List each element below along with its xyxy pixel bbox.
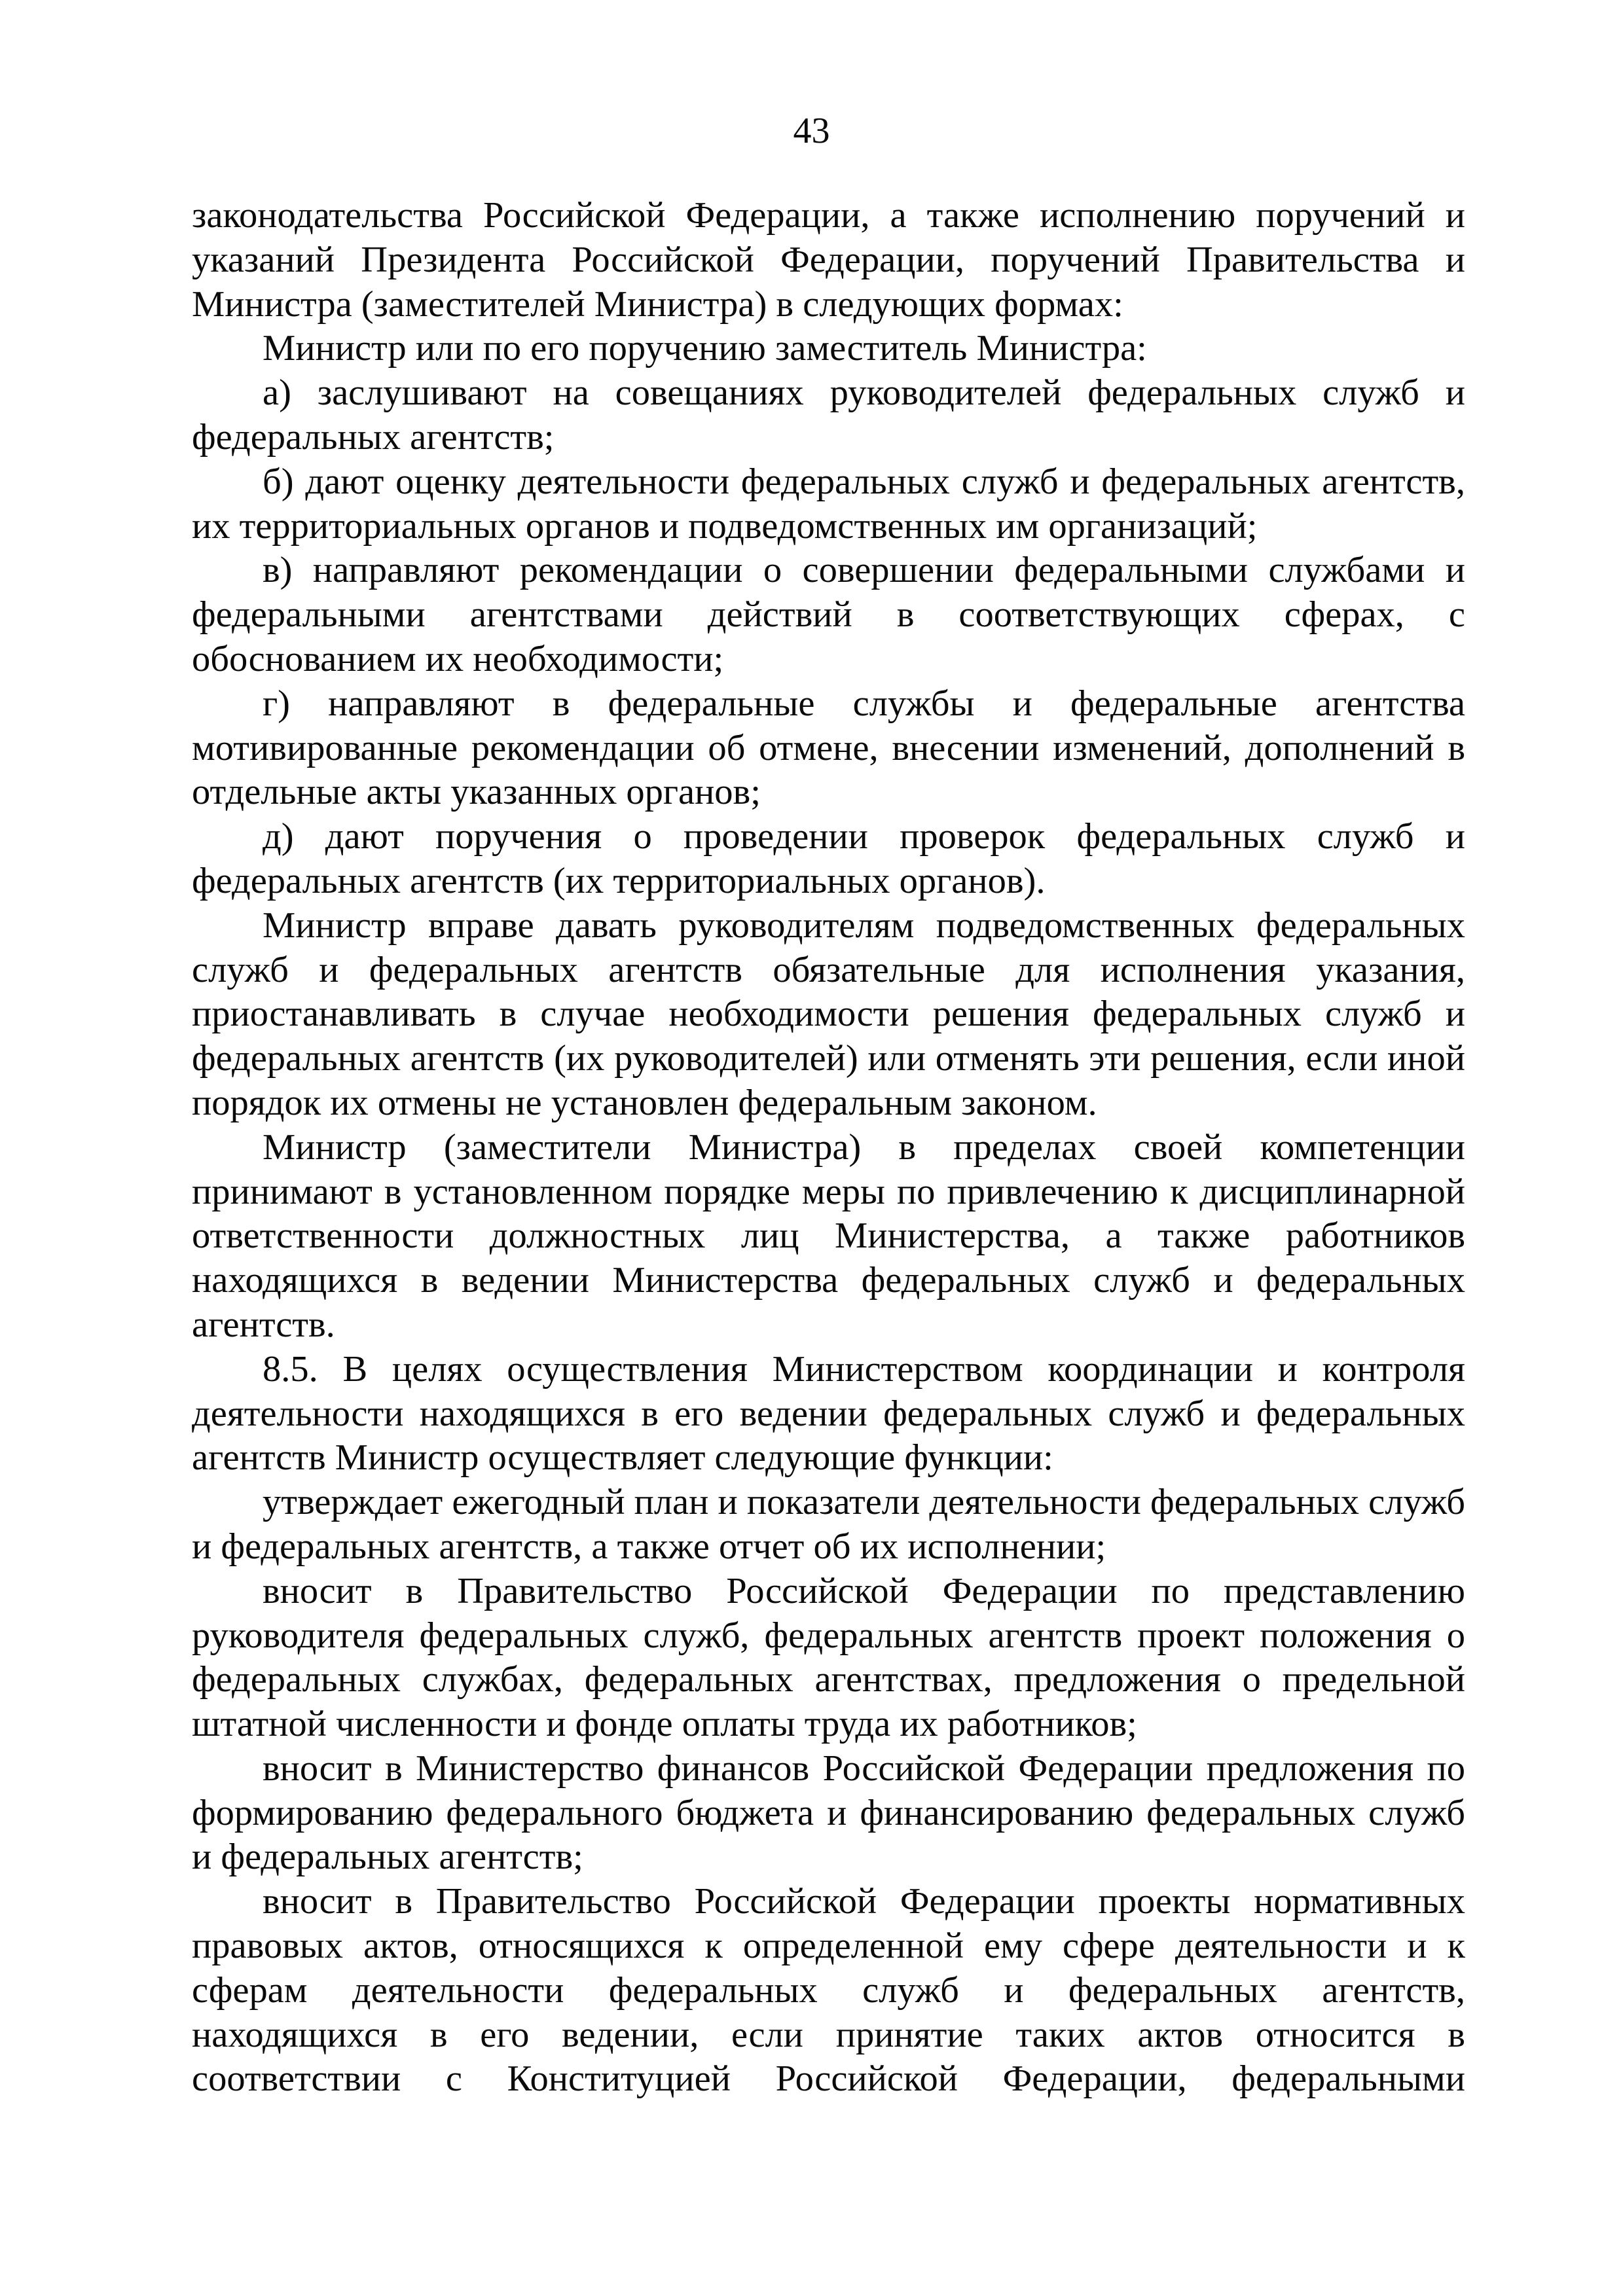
list-item-g: г) направляют в федеральные службы и федеральные агентства мотивированные рекомендации об отмене, внесении изменений, дополнений в отдельные акты указанных органов; <box>192 683 1465 813</box>
paragraph-continuation: законодательства Российской Федерации, а также исполнению поручений и указаний Президента Российской Федерации, поручений Правительства и Министра (заместителей Министра) в следующих формах: <box>192 195 1465 325</box>
function-legal-acts: вносит в Правительство Российской Федерации проекты нормативных правовых актов, относящихся к определенной ему сфере деятельности и к сферам деятельности федеральных служб и федеральных агентств, находящихся в его ведении, если принятие таких актов относится в соответствии с Конституцией Российской Федерации, федеральными <box>192 1881 1465 2100</box>
function-annual-plan: утверждает ежегодный план и показатели деятельности федеральных служб и федеральных агентств, а также отчет об их исполнении; <box>192 1482 1465 1567</box>
document-body <box>192 194 1465 2102</box>
page-number: 43 <box>793 111 830 151</box>
function-budget: вносит в Министерство финансов Российской Федерации предложения по формированию федерального бюджета и финансированию федеральных служб и федеральных агентств; <box>192 1748 1465 1878</box>
list-item-b: б) дают оценку деятельности федеральных служб и федеральных агентств, их территориальных органов и подведомственных им организаций; <box>192 461 1465 547</box>
list-item-d: д) дают поручения о проведении проверок федеральных служб и федеральных агентств (их территориальных органов). <box>192 816 1465 901</box>
section-8-5: 8.5. В целях осуществления Министерством координации и контроля деятельности находящихся в его ведении федеральных служб и федеральных агентств Министр осуществляет следующие функции: <box>192 1348 1465 1479</box>
list-item-v: в) направляют рекомендации о совершении федеральными службами и федеральными агентствами действий в соответствующих сферах, с обоснованием их необходимости; <box>192 550 1465 679</box>
function-regulations: вносит в Правительство Российской Федерации по представлению руководителя федеральных служб, федеральных агентств проект положения о федеральных службах, федеральных агентствах, предложения о предельной штатной численности и фонде оплаты труда их работников; <box>192 1570 1465 1745</box>
paragraph-disciplinary: Министр (заместители Министра) в пределах своей компетенции принимают в установленном порядке меры по привлечению к дисциплинарной ответственности должностных лиц Министерства, а также работников находящихся в ведении Министерства федеральных служб и федеральных агентств. <box>192 1126 1465 1345</box>
list-item-a: а) заслушивают на совещаниях руководителей федеральных служб и федеральных агентств; <box>192 372 1465 457</box>
paragraph-minister-rights: Министр вправе давать руководителям подведомственных федеральных служб и федеральных агентств обязательные для исполнения указания, приостанавливать в случае необходимости решения федеральных служб и федеральных агентств (их руководителей) или отменять эти решения, если иной порядок их отмены не установлен федеральным законом. <box>192 905 1465 1123</box>
paragraph-minister-forms: Министр или по его поручению заместитель Министра: <box>263 328 1147 369</box>
